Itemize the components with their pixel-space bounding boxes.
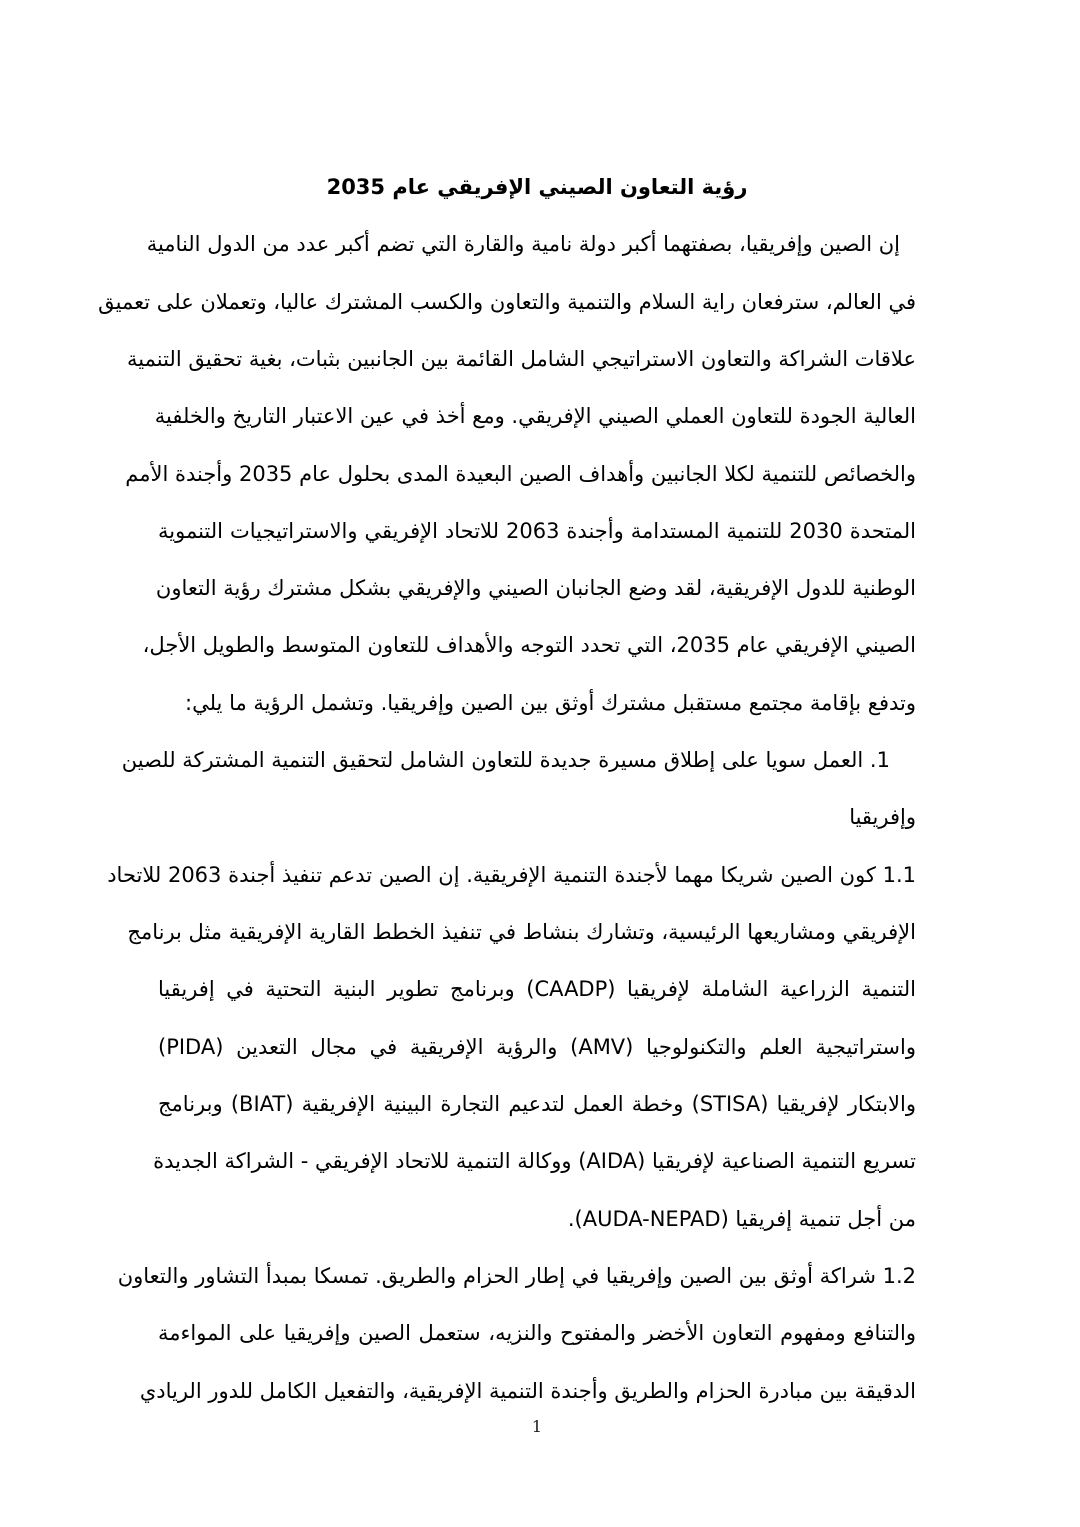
text-line-item-1-2: والتنافع ومفهوم التعاون الأخضر والمفتوح والنزيه، ستعمل الصين وإفريقيا على المواءمة xyxy=(158,1321,916,1346)
text-line-intro: المتحدة 2030 للتنمية المستدامة وأجندة 2063 للاتحاد الإفريقي والاستراتيجيات التنموية xyxy=(158,518,916,543)
page-number: 1 xyxy=(531,1417,543,1436)
document-title: رؤية التعاون الصيني الإفريقي عام 2035 xyxy=(326,175,748,199)
text-line-item-1-1: (PIDA) والرؤية الإفريقية في مجال التعدين (AMV) واستراتيجية العلم والتكنولوجيا xyxy=(158,1034,917,1059)
text-line-item-1-1: التنمية الزراعية الشاملة لإفريقيا (CAADP) وبرنامج تطوير البنية التحتية في إفريقيا xyxy=(158,977,917,1002)
text-line-intro: الوطنية للدول الإفريقية، لقد وضع الجانبان الصيني والإفريقي بشكل مشترك رؤية التعاون xyxy=(155,576,916,601)
text-line-intro: إن الصين وإفريقيا، بصفتهما أكبر دولة نامية والقارة التي تضم أكبر عدد من الدول النامية xyxy=(146,232,900,257)
text-line-intro: الصيني الإفريقي عام 2035، التي تحدد التوجه والأهداف للتعاون المتوسط والطويل الأجل، xyxy=(142,633,916,658)
text-line-intro: وتدفع بإقامة مجتمع مستقبل مشترك أوثق بين الصين وإفريقيا. وتشمل الرؤية ما يلي: xyxy=(185,690,916,715)
text-line-item-1-1: 1.1 كون الصين شريكا مهما لأجندة التنمية الإفريقية. إن الصين تدعم تنفيذ أجندة 2063 للاتحاد xyxy=(107,862,916,887)
text-line-item-1-1: والابتكار لإفريقيا (STISA) وخطة العمل لتدعيم التجارة البينية الإفريقية (BIAT) وبرنامج xyxy=(158,1091,916,1116)
text-line-item-1-1: من أجل تنمية إفريقيا (AUDA-NEPAD). xyxy=(567,1206,916,1231)
text-line-item-1-1: الإفريقي ومشاريعها الرئيسية، وتشارك بنشاط في تنفيذ الخطط القارية الإفريقية مثل برنامج xyxy=(127,920,916,945)
text-line-item-1-2: 1.2 شراكة أوثق بين الصين وإفريقيا في إطار الحزام والطريق. تمسكا بمبدأ التشاور والتعاون xyxy=(117,1263,916,1288)
text-line-item-1-2: الدقيقة بين مبادرة الحزام والطريق وأجندة التنمية الإفريقية، والتفعيل الكامل للدور الريادي xyxy=(139,1378,916,1403)
text-line-intro: علاقات الشراكة والتعاون الاستراتيجي الشامل القائمة بين الجانبين بثبات، بغية تحقيق التنمية xyxy=(127,346,916,371)
text-line-item-1-1: تسريع التنمية الصناعية لإفريقيا (AIDA) ووكالة التنمية للاتحاد الإفريقي - الشراكة الجديدة xyxy=(153,1149,916,1174)
text-line-intro: والخصائص للتنمية لكلا الجانبين وأهداف الصين البعيدة المدى بحلول عام 2035 وأجندة الأمم xyxy=(125,461,916,486)
text-line-item-1: وإفريقيا xyxy=(849,805,916,830)
document-body xyxy=(98,216,917,1420)
text-line-item-1: 1. العمل سويا على إطلاق مسيرة جديدة للتعاون الشامل لتحقيق التنمية المشتركة للصين xyxy=(121,748,890,773)
text-line-intro: في العالم، سترفعان راية السلام والتنمية والتعاون والكسب المشترك عاليا، وتعملان على تعميق xyxy=(98,289,916,314)
text-line-intro: العالية الجودة للتعاون العملي الصيني الإفريقي. ومع أخذ في عين الاعتبار التاريخ والخلفية xyxy=(154,404,916,429)
